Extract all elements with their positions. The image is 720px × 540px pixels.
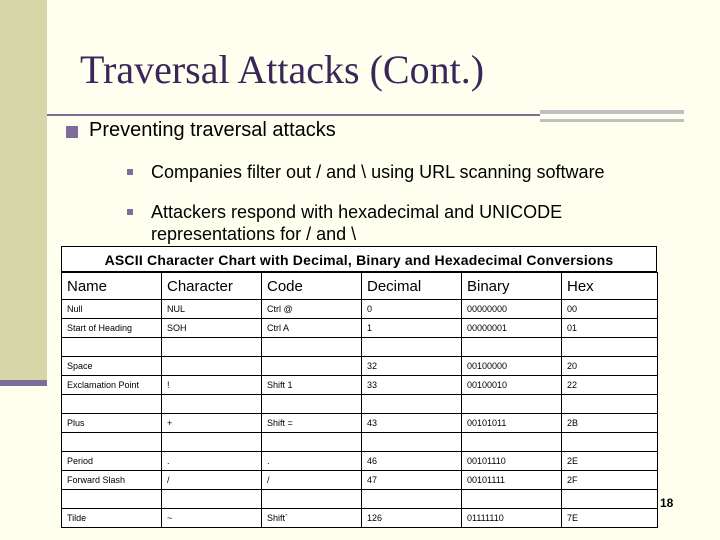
table-row: [62, 452, 658, 471]
table-cell: .: [162, 452, 262, 471]
table-cell: [262, 357, 362, 376]
table-cell: [562, 395, 658, 414]
table-cell: Space: [62, 357, 162, 376]
column-header: Code: [262, 273, 362, 300]
table-cell: Plus: [62, 414, 162, 433]
table-cell: 32: [362, 357, 462, 376]
bullet-level2-text: Attackers respond with hexadecimal and UNICODE representations for / and \: [151, 202, 563, 244]
table-cell: [362, 433, 462, 452]
table-cell: [262, 338, 362, 357]
table-cell: 20: [562, 357, 658, 376]
table-cell: 00000000: [462, 300, 562, 319]
table-cell: 126: [362, 509, 462, 528]
table-cell: 22: [562, 376, 658, 395]
table-cell: [162, 433, 262, 452]
table-cell: 7E: [562, 509, 658, 528]
table-cell: 00100000: [462, 357, 562, 376]
table-cell: 46: [362, 452, 462, 471]
table-cell: [562, 433, 658, 452]
bullet-level1-text: Preventing traversal attacks: [89, 119, 336, 141]
table-cell: SOH: [162, 319, 262, 338]
table-cell: [162, 357, 262, 376]
table-row: [62, 509, 658, 528]
table-title: ASCII Character Chart with Decimal, Binary and Hexadecimal Conversions: [61, 246, 657, 272]
table-cell: 1: [362, 319, 462, 338]
bullet-level2: [127, 201, 687, 245]
table-row: [62, 338, 658, 357]
table-cell: NUL: [162, 300, 262, 319]
table-cell: Tilde: [62, 509, 162, 528]
table-cell: [162, 338, 262, 357]
table-row: [62, 395, 658, 414]
table-cell: [362, 338, 462, 357]
table-row: [62, 319, 658, 338]
table-cell: [162, 490, 262, 509]
table-row: [62, 300, 658, 319]
table-cell: Shift`: [262, 509, 362, 528]
table-cell: [62, 338, 162, 357]
square-bullet-icon: [127, 209, 133, 215]
table-cell: [562, 338, 658, 357]
title-underline: [47, 114, 540, 116]
table-cell: [462, 338, 562, 357]
square-bullet-icon: [66, 126, 78, 138]
table-row: [62, 414, 658, 433]
table-cell: [262, 395, 362, 414]
bullet-level1: [66, 119, 336, 142]
table-cell: [462, 395, 562, 414]
table-row: [62, 490, 658, 509]
title-rule-accent-top: [540, 110, 684, 114]
table-row: [62, 433, 658, 452]
table-cell: 2B: [562, 414, 658, 433]
table-cell: !: [162, 376, 262, 395]
slide-title: Traversal Attacks (Cont.): [80, 47, 485, 92]
table-cell: Ctrl A: [262, 319, 362, 338]
table-cell: 00000001: [462, 319, 562, 338]
table-row: [62, 471, 658, 490]
column-header: Character: [162, 273, 262, 300]
table-cell: [62, 490, 162, 509]
table-cell: [362, 395, 462, 414]
left-decorative-bar: [0, 0, 47, 384]
column-header: Name: [62, 273, 162, 300]
table-cell: +: [162, 414, 262, 433]
table-cell: Period: [62, 452, 162, 471]
table-cell: Shift =: [262, 414, 362, 433]
table-cell: Shift 1: [262, 376, 362, 395]
table-cell: 00100010: [462, 376, 562, 395]
ascii-table: [61, 272, 658, 528]
column-header: Binary: [462, 273, 562, 300]
table-cell: [62, 433, 162, 452]
table-cell: 2E: [562, 452, 658, 471]
table-cell: 00: [562, 300, 658, 319]
table-cell: 2F: [562, 471, 658, 490]
bullet-level2-text: Companies filter out / and \ using URL scanning software: [151, 162, 605, 182]
table-cell: 00101011: [462, 414, 562, 433]
table-cell: Ctrl @: [262, 300, 362, 319]
column-header: Decimal: [362, 273, 462, 300]
square-bullet-icon: [127, 169, 133, 175]
table-cell: Exclamation Point: [62, 376, 162, 395]
table-cell: [62, 395, 162, 414]
table-cell: 00101111: [462, 471, 562, 490]
table-row: [62, 357, 658, 376]
table-header-row: [62, 273, 658, 300]
left-bar-accent: [0, 380, 47, 386]
table-row: [62, 376, 658, 395]
table-cell: Start of Heading: [62, 319, 162, 338]
bullet-level2: [127, 161, 605, 183]
page-number: 18: [660, 496, 674, 510]
table-cell: .: [262, 452, 362, 471]
table-cell: [462, 433, 562, 452]
table-cell: 33: [362, 376, 462, 395]
table-cell: 47: [362, 471, 462, 490]
table-cell: [262, 490, 362, 509]
table-cell: 01111110: [462, 509, 562, 528]
table-cell: [562, 490, 658, 509]
table-cell: 43: [362, 414, 462, 433]
table-cell: [362, 490, 462, 509]
table-cell: [262, 433, 362, 452]
table-cell: ~: [162, 509, 262, 528]
column-header: Hex: [562, 273, 658, 300]
table-cell: Forward Slash: [62, 471, 162, 490]
table-cell: 01: [562, 319, 658, 338]
table-cell: /: [262, 471, 362, 490]
table-cell: 0: [362, 300, 462, 319]
table-cell: 00101110: [462, 452, 562, 471]
table-cell: [162, 395, 262, 414]
table-cell: /: [162, 471, 262, 490]
table-cell: [462, 490, 562, 509]
title-rule-accent-bottom: [540, 119, 684, 122]
table-cell: Null: [62, 300, 162, 319]
